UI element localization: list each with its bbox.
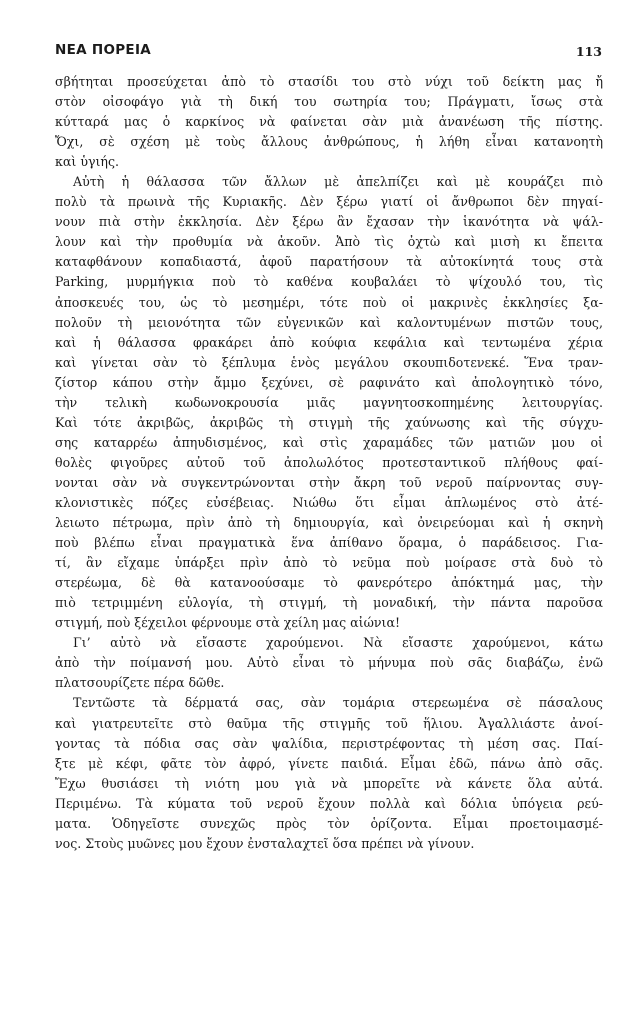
text-line: κλονιστικὲς πόζες εὐσέβειας. Νιώθω ὅτι εἶμαι ἁπλωμένος στὸ ἀτέ- bbox=[55, 494, 603, 510]
text-line: καταφθάνουν κοπαδιαστά, ἀφοῦ παρατήσουν τὰ αὐτοκίνητά τους στὰ bbox=[55, 254, 603, 270]
text-line: τὴν τελικὴ κωδωνοκρουσία μιᾶς μαγνητοσκοπημένης λειτουργίας. bbox=[55, 394, 603, 410]
running-head bbox=[55, 42, 602, 62]
text-line: Καὶ τότε ἀκριβῶς, ἀκριβῶς τὴ στιγμὴ τῆς χαύνωσης καὶ τῆς σύγχυ- bbox=[55, 414, 603, 430]
text-line: Περιμένω. Τὰ κύματα τοῦ νεροῦ ἔχουν πολλὰ καὶ δόλια ὑπόγεια ρεύ- bbox=[55, 795, 603, 811]
text-line: νουν πιὰ στὴν ἐκκλησία. Δὲν ξέρω ἂν ἔχασαν τὴν ἱκανότητα νὰ ψάλ- bbox=[55, 214, 603, 230]
paragraph bbox=[55, 693, 603, 853]
body-text bbox=[55, 72, 603, 854]
text-line: Ὄχι, σὲ σχέση μὲ τοὺς ἄλλους ἀνθρώπους, ἡ λήθη εἶναι κατανοητὴ bbox=[55, 134, 603, 150]
page-number: 113 bbox=[575, 44, 602, 59]
text-line: καὶ γιατρευτεῖτε στὸ θαῦμα τῆς στιγμῆς τοῦ ἥλιου. Ἀγαλλιάστε ἀνοί- bbox=[55, 715, 603, 731]
text-line: καὶ ὑγιής. bbox=[55, 154, 120, 170]
paragraph bbox=[55, 72, 603, 172]
text-line: στερέωμα, δὲ θὰ κατανοούσαμε τὸ φανερότερο ἀπόκτημά μας, τὴν bbox=[55, 575, 603, 591]
text-line: σης καταρρέω ἀπηυδισμένος, καὶ στὶς χαραμάδες τῶν ματιῶν μου οἱ bbox=[55, 434, 603, 450]
text-line: γοντας τὰ πόδια σας σὰν ψαλίδια, περιστρέφοντας τὴ μέση σας. Παί- bbox=[55, 735, 603, 751]
text-line: Τεντῶστε τὰ δέρματά σας, σὰν τομάρια στερεωμένα σὲ πάσαλους bbox=[73, 695, 603, 711]
text-line: Γι’ αὐτὸ νὰ εἴσαστε χαρούμενοι. Νὰ εἴσαστε χαρούμενοι, κάτω bbox=[73, 635, 603, 651]
text-line: στὸν οἰσοφάγο γιὰ τὴ δική του σωτηρία του; Πράγματι, ἴσως στὰ bbox=[55, 94, 603, 110]
text-line: Αὐτὴ ἡ θάλασσα τῶν ἄλλων μὲ ἀπελπίζει καὶ μὲ κουράζει πιὸ bbox=[73, 174, 603, 190]
text-line: πιὸ τετριμμένη εὐλογία, τὴ στιγμή, τὴ μοναδική, τὴν πάντα παροῦσα bbox=[55, 595, 603, 611]
paragraph bbox=[55, 172, 603, 633]
text-line: ζίστορ κάπου στὴν ἄμμο ξεχύνει, σὲ ραφινάτο καὶ ἀπολογητικὸ τόνο, bbox=[55, 374, 603, 390]
text-line: καὶ ἡ θάλασσα φρακάρει ἀπὸ κούφια κεφάλια καὶ τεντωμένα χέρια bbox=[55, 334, 603, 350]
text-line: σβήτηται προσεύχεται ἀπὸ τὸ στασίδι του στὸ νύχι τοῦ δείκτη μας ἤ bbox=[55, 74, 603, 89]
text-line: Ἔχω θυσιάσει τὴ νιότη μου γιὰ νὰ μπορεῖτε νὰ κάνετε ὅλα αὐτά. bbox=[55, 775, 603, 791]
text-line: καὶ γίνεται σὰν τὸ ξέπλυμα ἑνὸς μεγάλου σκουπιδοτενεκέ. Ἕνα τραν- bbox=[55, 354, 603, 370]
text-line: τί, ἂν εἴχαμε ὑπάρξει πρὶν ἀπὸ τὸ νεῦμα ποὺ μοίρασε στὰ δυὸ τὸ bbox=[55, 555, 603, 571]
text-line: πολὺ τὰ πρωινὰ τῆς Κυριακῆς. Δὲν ξέρω γιατί οἱ ἄνθρωποι δὲν πηγαί- bbox=[55, 194, 603, 210]
paragraph bbox=[55, 633, 603, 693]
text-line: λουν καὶ τὴν προθυμία νὰ ἀκοῦν. Ἀπὸ τὶς ὀχτὼ καὶ μισὴ κι ἔπειτα bbox=[55, 234, 603, 250]
text-line: Parking, μυρμήγκια ποὺ τὸ καθένα κουβαλάει τὸ ψίχουλό του, τὶς bbox=[55, 274, 603, 290]
text-line: ξτε μὲ κέφι, φᾶτε τὸν ἀφρό, γίνετε παιδιά. Εἶμαι ἐδῶ, πάνω ἀπὸ σᾶς. bbox=[55, 755, 603, 771]
text-line: λειωτο πέτρωμα, πρὶν ἀπὸ τὴ δημιουργία, καὶ ὀνειρεύομαι καὶ ἡ σκηνὴ bbox=[55, 515, 603, 531]
text-line: θολὲς φιγοῦρες αὐτοῦ τοῦ ἀπολωλότος προτεσταντικοῦ πλήθους φαί- bbox=[55, 454, 603, 470]
text-line: στιγμή, ποὺ ξέχειλοι φέρνουμε στὰ χείλη μας αἰώνια! bbox=[55, 615, 401, 631]
text-line: πλατσουρίζετε πέρα δῶθε. bbox=[55, 675, 225, 691]
journal-title: ΝΕΑ ΠΟΡΕΙΑ bbox=[55, 42, 152, 58]
text-line: ἀποσκευές του, ὡς τὸ μεσημέρι, τότε ποὺ οἱ μακρινὲς ἐκκλησίες ξα- bbox=[55, 294, 603, 310]
text-line: ἀπὸ τὴν ποίμανσή μου. Αὐτὸ εἶναι τὸ μήνυμα ποὺ σᾶς διαβάζω, ἐνῶ bbox=[55, 655, 603, 671]
text-line: κύτταρά μας ὁ καρκίνος νὰ φαίνεται σὰν μιὰ ἀνανέωση τῆς πίστης. bbox=[55, 114, 603, 130]
text-line: πολοῦν τὴ μειονότητα τῶν εὐγενικῶν καὶ καλοντυμένων πιστῶν τους, bbox=[55, 314, 603, 330]
text-line: νονται σὰν νὰ συγκεντρώνονται στὴν ἄκρη τοῦ νεροῦ παίρνοντας συγ- bbox=[55, 474, 603, 490]
text-line: νος. Στοὺς μυῶνες μου ἔχουν ἐνσταλαχτεῖ ὅσα πρέπει νὰ γίνουν. bbox=[55, 835, 475, 851]
text-line: ποὺ βλέπω εἶναι πραγματικὰ ἕνα ἀπίθανο ὅραμα, ὁ παράδεισος. Για- bbox=[55, 535, 603, 551]
text-line: ματα. Ὁδηγεῖστε συνεχῶς πρὸς τὸν ὁρίζοντα. Εἶμαι προετοιμασμέ- bbox=[55, 815, 603, 831]
